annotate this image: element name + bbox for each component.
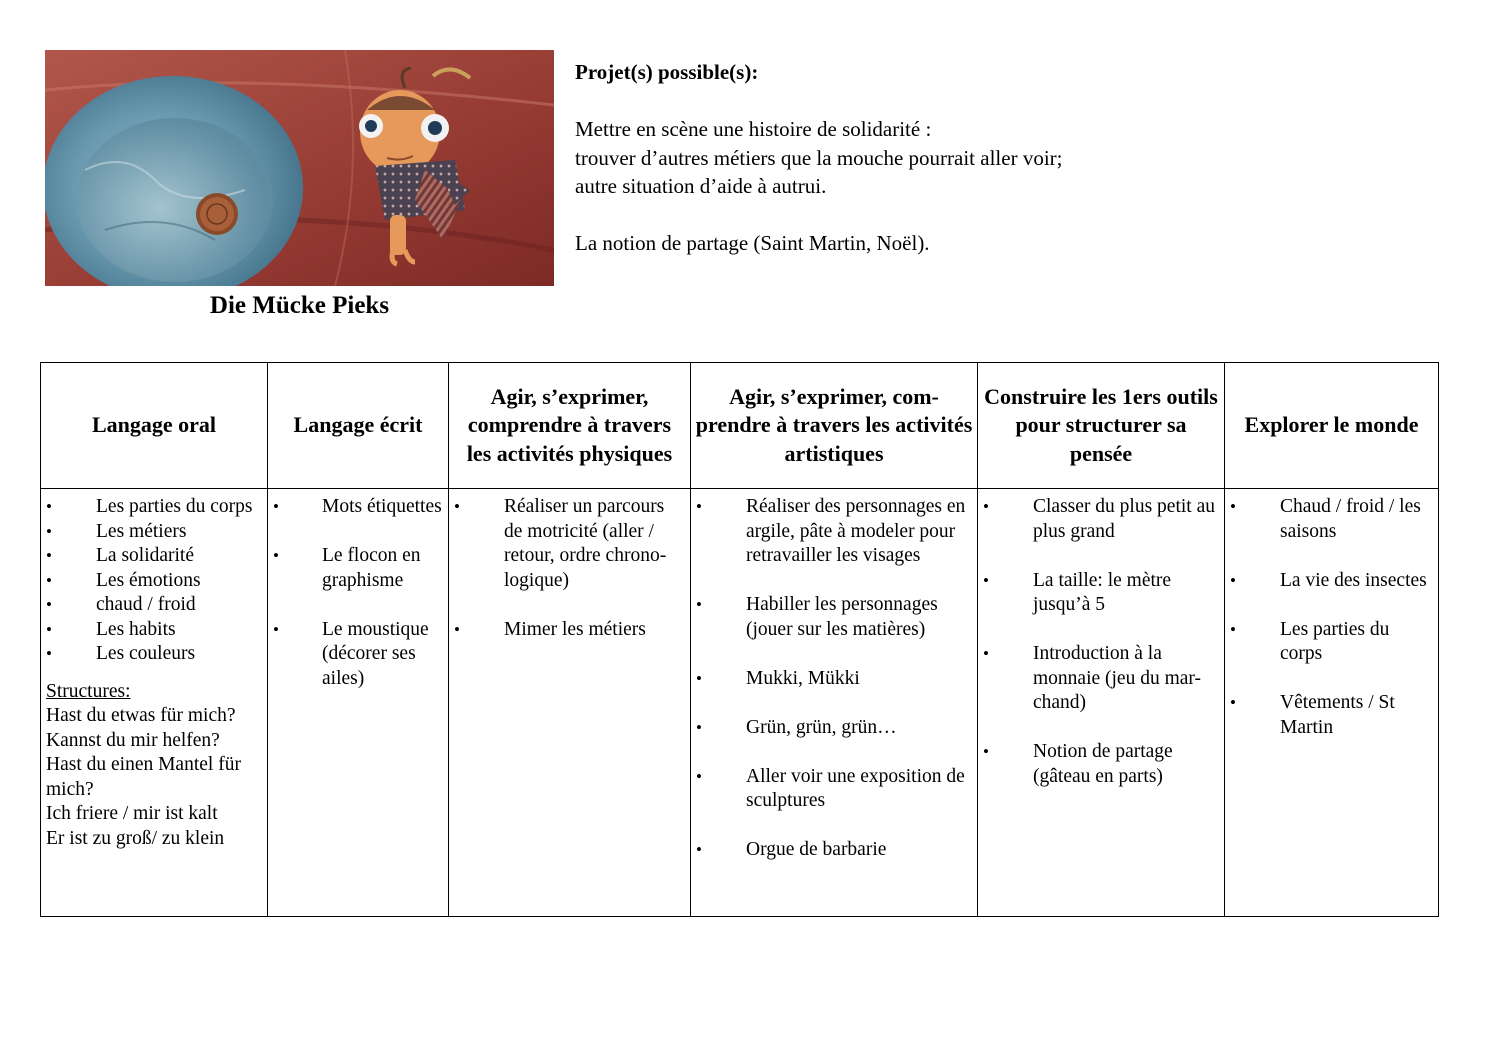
list-item: • La vie des insectes: [1225, 569, 1438, 594]
langage-ecrit-list: [268, 495, 448, 691]
header-langage-oral: Langage oral: [41, 363, 268, 489]
list-item: • La solidarité: [41, 544, 267, 569]
list-item: • chaud / froid: [41, 593, 267, 618]
header-activites-physiques: Agir, s’exprimer, comprendre à travers les activités physiques: [449, 363, 691, 489]
structure-phrase: Hast du einen Mantel für mich?: [46, 754, 241, 800]
list-item: • Chaud / froid / les saisons: [1225, 495, 1438, 544]
header-structurer-pensee: Construire les 1ers outils pour structurer sa pensée: [978, 363, 1225, 489]
list-item: • Aller voir une exposition de sculptures: [691, 765, 977, 814]
cell-structurer-pensee: [978, 489, 1225, 917]
cell-activites-physiques: [449, 489, 691, 917]
list-item: • Réaliser un parcours de motricité (aller / retour, ordre chrono-logique): [449, 495, 690, 593]
table-row: [41, 489, 1439, 917]
cell-activites-artistiques: [691, 489, 978, 917]
list-item: • Réaliser des personnages en argile, pâte à modeler pour retravailler les visages: [691, 495, 977, 569]
structures-block: [41, 667, 267, 852]
cell-explorer-monde: [1225, 489, 1439, 917]
list-item: • La taille: le mètre jusqu’à 5: [978, 569, 1224, 618]
activites-physiques-list: [449, 495, 690, 642]
projects-intro-line: Mettre en scène une histoire de solidarité :: [575, 117, 932, 141]
list-item: • Orgue de barbarie: [691, 838, 977, 863]
activities-table: [40, 362, 1439, 917]
langage-oral-list: [41, 495, 267, 667]
list-item: • Les habits: [41, 618, 267, 643]
header-explorer-monde: Explorer le monde: [1225, 363, 1439, 489]
projects-notion: La notion de partage (Saint Martin, Noël).: [575, 231, 930, 255]
list-item: • Le moustique (décorer ses ailes): [268, 618, 448, 692]
cell-langage-ecrit: [268, 489, 449, 917]
list-item: • Les couleurs: [41, 642, 267, 667]
cell-langage-oral: [41, 489, 268, 917]
structures-title: Structures:: [46, 680, 131, 702]
projects-intro-line: autre situation d’aide à autrui.: [575, 174, 827, 198]
structure-phrase: Ich friere / mir ist kalt: [46, 803, 218, 824]
structure-phrase: Er ist zu groß/ zu klein: [46, 827, 225, 849]
header-langage-ecrit: Langage écrit: [268, 363, 449, 489]
list-item: • Grün, grün, grün…: [691, 716, 977, 741]
activites-artistiques-list: [691, 495, 977, 863]
list-item: • Mots étiquettes: [268, 495, 448, 520]
film-title: Die Mücke Pieks: [209, 292, 390, 319]
list-item: • Notion de partage (gâteau en parts): [978, 740, 1224, 789]
list-item: • Les métiers: [41, 520, 267, 545]
list-item: • Introduction à la monnaie (jeu du mar-chand): [978, 642, 1224, 716]
projects-intro: [575, 115, 1455, 201]
list-item: • Mukki, Mükki: [691, 667, 977, 692]
list-item: • Les parties du corps: [41, 495, 267, 520]
projects-section: [575, 58, 1455, 286]
table-header-row: [41, 363, 1439, 489]
list-item: • Mimer les métiers: [449, 618, 690, 643]
list-item: • Habiller les personnages (jouer sur les matières): [691, 593, 977, 642]
explorer-monde-list: [1225, 495, 1438, 740]
list-item: • Le flocon en graphisme: [268, 544, 448, 593]
structurer-pensee-list: [978, 495, 1224, 789]
header-activites-artistiques: Agir, s’exprimer, com-prendre à travers les activités artistiques: [691, 363, 978, 489]
projects-intro-line: trouver d’autres métiers que la mouche pourrait aller voir;: [575, 145, 1063, 170]
list-item: • Vêtements / St Martin: [1225, 691, 1438, 740]
list-item: • Classer du plus petit au plus grand: [978, 495, 1224, 544]
list-item: • Les émotions: [41, 569, 267, 594]
projects-heading: Projet(s) possible(s):: [575, 60, 759, 84]
structure-phrase: Kannst du mir helfen?: [46, 729, 220, 751]
list-item: • Les parties du corps: [1225, 618, 1438, 667]
film-illustration: [45, 50, 554, 286]
structure-phrase: Hast du etwas für mich?: [46, 705, 236, 726]
